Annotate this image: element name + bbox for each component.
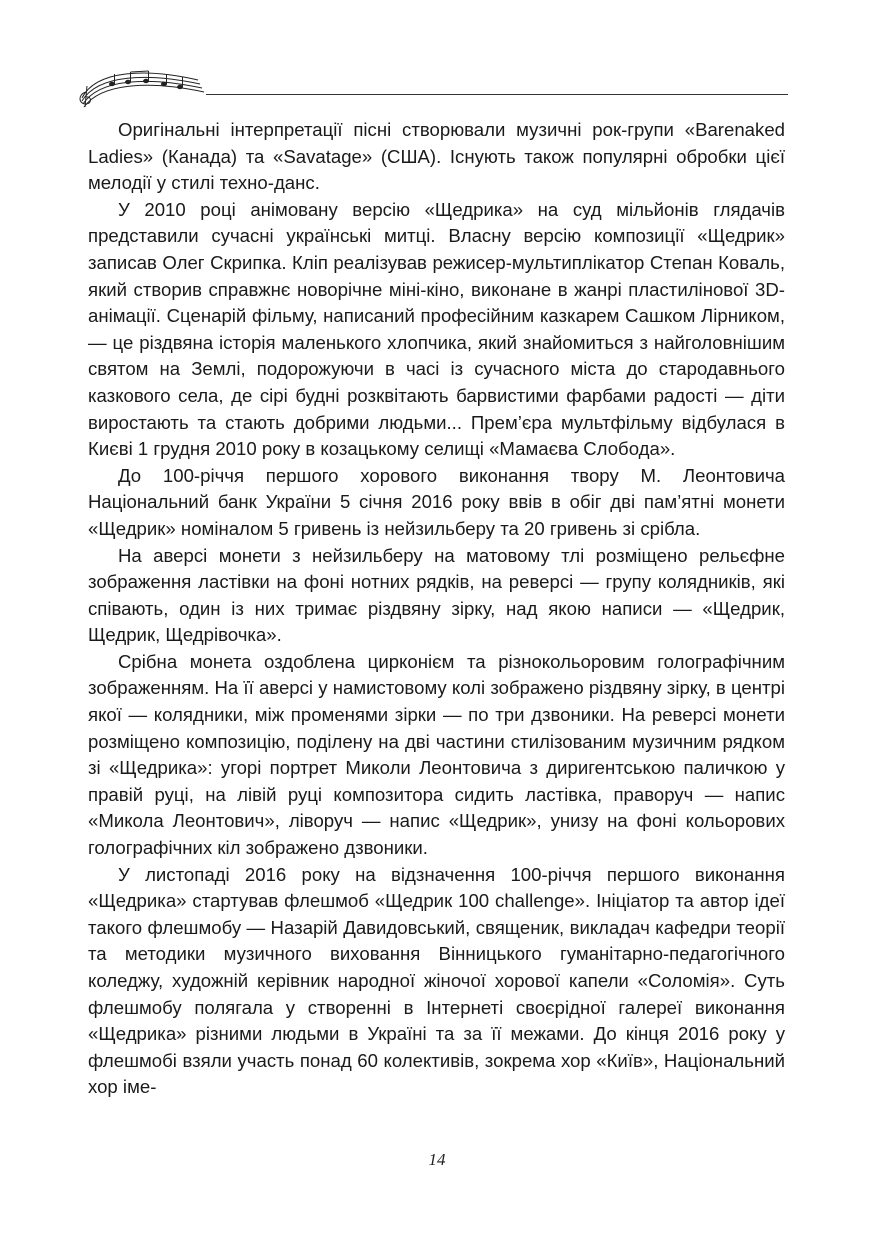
- paragraph: У листопаді 2016 року на відзначення 100-річчя першого виконання «Щедрика» стартував флешмоб «Щедрик 100 challenge». Ініціатор та автор ідеї такого флешмобу — Назарій Давидовський, священик, викладач кафедри теорії та методики музичного виховання Вінницького гуманітарно-педагогічного коледжу, художній керівник народної жіночої хорової капели «Соломія». Суть флешмобу полягала у створенні в Інтернеті своєрідної галереї виконання «Щедрика» різними людьми в Україні та за її межами. До кінця 2016 року у флешмобі взяли участь понад 60 колективів, зокрема хор «Київ», Національний хор іме-: [88, 863, 785, 1098]
- body-text: [88, 117, 785, 1101]
- paragraph: Оригінальні інтерпретації пісні створювали музичні рок-групи «Barenaked Ladies» (Канада) та «Savatage» (США). Існують також популярні обробки цієї мелодії у стилі техно-данс.: [88, 119, 785, 194]
- paragraph: На аверсі монети з нейзильберу на матовому тлі розміщено рельєфне зображення ластівки на фоні нотних рядків, на реверсі — групу колядників, які співають, один із них тримає різдвяну зірку, над якою написи — «Щедрик, Щедрик, Щедрівочка».: [88, 544, 785, 646]
- header-rule: [206, 94, 788, 95]
- page-number: 14: [428, 1150, 446, 1169]
- paragraph: У 2010 році анімовану версію «Щедрика» на суд мільйонів глядачів представили сучасні українські митці. Власну версію композиції «Щедрик» записав Олег Скрипка. Кліп реалізував режисер-мультиплікатор Степан Коваль, який створив справжнє новорічне міні-кіно, виконане в жанрі пластилінової 3D-анімації. Сценарій фільму, написаний професійним казкарем Сашком Лірником, — це різдвяна історія маленького хлопчика, який знайомиться з найголовнішим святом на Землі, подорожуючи в часі із сучасного міста до стародавнього казкового села, де сірі будні розквітають барвистими фарбами радості — діти виростають та стають добрими людьми... Прем’єра мультфільму відбулася в Києві 1 грудня 2010 року в козацькому селищі «Мамаєва Слобода».: [88, 198, 785, 460]
- paragraph: До 100-річчя першого хорового виконання твору М. Леонтовича Національний банк України 5 січня 2016 року ввів в обіг дві пам’ятні монети «Щедрик» номіналом 5 гривень із нейзильберу та 20 гривень зі срібла.: [88, 464, 785, 539]
- music-staff-ornament-icon: [76, 64, 216, 108]
- page-header: [76, 64, 788, 108]
- paragraph: Срібна монета оздоблена цирконієм та різнокольоровим голографічним зображенням. На її аверсі у намистовому колі зображено різдвяну зірку, в центрі якої — колядники, між променями зірки — по три дзвоники. На реверсі монети розміщено композицію, поділену на дві частини стилізованим музичним рядком зі «Щедрика»: угорі портрет Миколи Леонтовича з диригентською паличкою у правій руці, на лівій руці композитора сидить ластівка, праворуч — напис «Микола Леонтович», ліворуч — напис «Щедрик», унизу на фоні кольорових голографічних кіл зображено дзвоники.: [88, 650, 785, 859]
